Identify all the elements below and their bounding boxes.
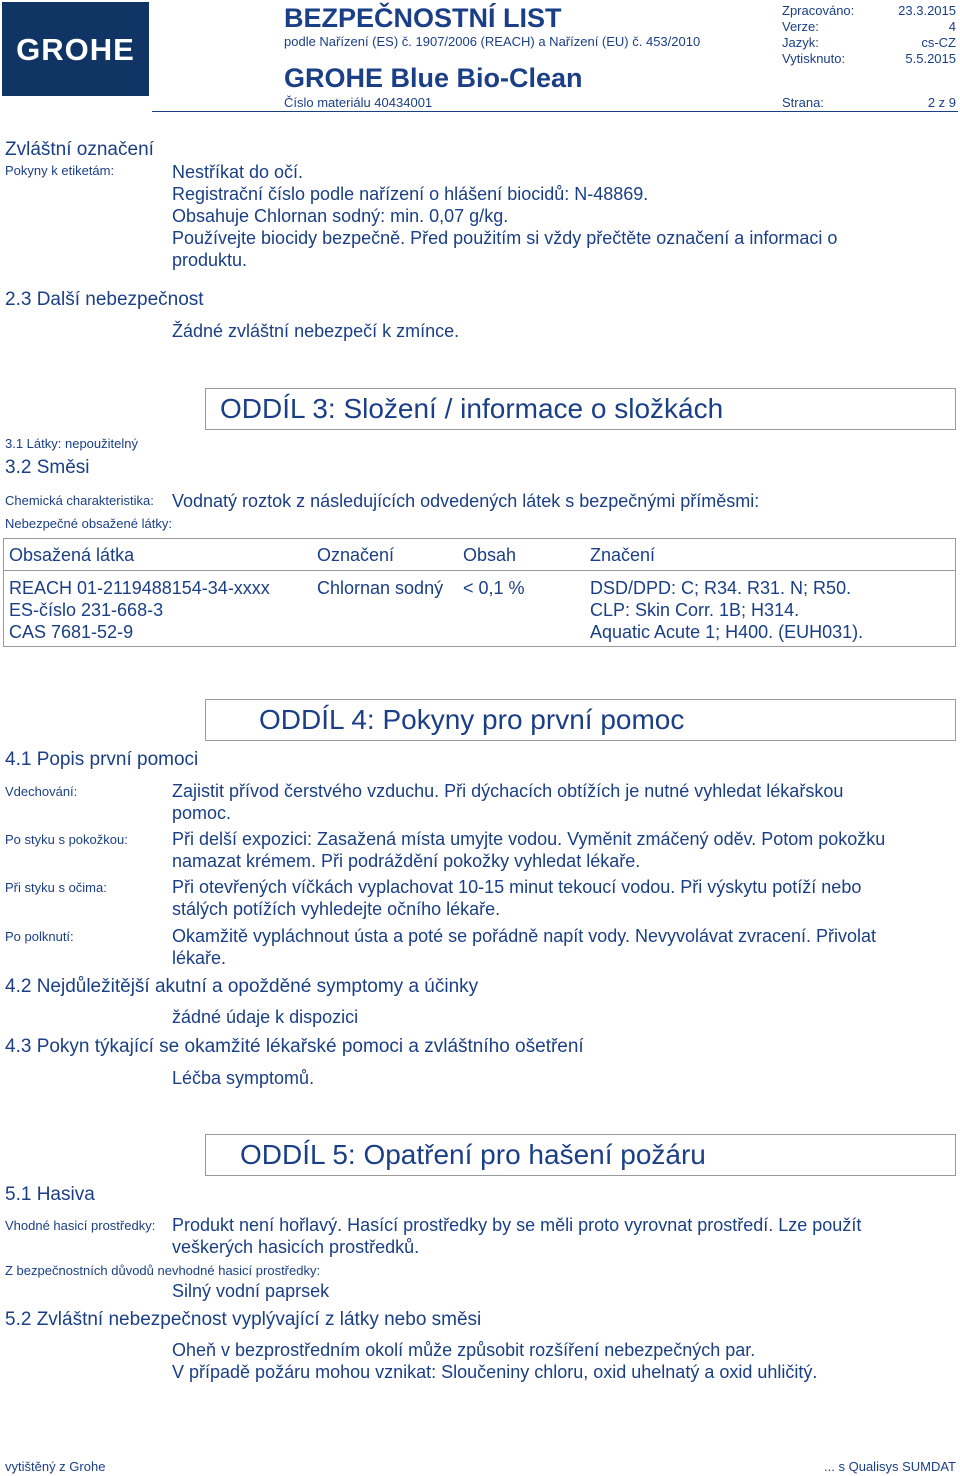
ingestion-label: Po polknutí: [5,929,74,944]
skin-contact-text [172,828,885,872]
symptoms-text: žádné údaje k dispozici [172,1007,359,1027]
marking-clp: CLP: Skin Corr. 1B; H314. [590,600,800,620]
other-hazards-text: Žádné zvláštní nebezpečí k zmínce. [172,321,460,341]
special-marking-line: Používejte biocidy bezpečně. Před použitím si vždy přečtěte označení a informaci o [172,228,838,248]
skin-contact-label: Po styku s pokožkou: [5,832,128,847]
marking-dsd: DSD/DPD: C; R34. R31. N; R50. [590,578,852,598]
special-hazards-text [172,1339,817,1383]
meta-value-printed: 5.5.2015 [905,51,956,66]
footer-software: ... s Qualisys SUMDAT [824,1459,956,1474]
eye-contact-text [172,876,861,920]
special-hazards-line: Oheň v bezprostředním okolí může způsobit rozšíření nebezpečných par. [172,1340,756,1360]
meta-label-language: Jazyk: [782,35,819,50]
table-header-divider [3,570,956,571]
section-3-title: ODDÍL 3: Složení / informace o složkách [220,393,724,424]
table-cell-content: < 0,1 % [463,578,525,598]
meta-labels [782,3,854,67]
meta-values [898,3,956,67]
meta-label-version: Verze: [782,19,819,34]
medical-attention-text: Léčba symptomů. [172,1068,315,1088]
substance-cas: CAS 7681-52-9 [9,622,134,642]
col-header-designation: Označení [317,545,395,565]
page-label: Strana: [782,95,824,110]
extinguishing-media-heading: 5.1 Hasiva [5,1184,95,1205]
header-divider [152,111,958,112]
symptoms-heading: 4.2 Nejdůležitější akutní a opožděné symptomy a účinky [5,976,479,997]
unsuitable-media-text: Silný vodní paprsek [172,1281,330,1301]
label-instructions-label: Pokyny k etiketám: [5,163,115,178]
footer-printed-by: vytištěný z Grohe [5,1459,106,1474]
suitable-media-line: Produkt není hořlavý. Hasící prostředky by se měli proto vyrovnat prostředí. Lze použít [172,1215,862,1235]
special-marking-heading: Zvláštní označení [5,139,154,160]
substances-label: 3.1 Látky: nepoužitelný [5,436,138,451]
mixtures-heading: 3.2 Směsi [5,457,90,478]
meta-label-processed: Zpracováno: [782,3,855,18]
inhalation-text [172,780,843,824]
product-name: GROHE Blue Bio-Clean [284,63,583,93]
page-number: 2 z 9 [927,95,956,110]
section-5-title: ODDÍL 5: Opatření pro hašení požáru [240,1139,706,1170]
first-aid-description-heading: 4.1 Popis první pomoci [5,749,199,770]
suitable-media-line: veškerých hasicích prostředků. [172,1237,420,1257]
special-hazards-line: V případě požáru mohou vznikat: Sloučeniny chloru, oxid uhelnatý a oxid uhličitý. [172,1362,818,1382]
meta-value-version: 4 [948,19,956,34]
suitable-media-label: Vhodné hasicí prostředky: [5,1218,156,1233]
other-hazards-heading: 2.3 Další nebezpečnost [5,289,204,310]
ingestion-text [172,925,876,969]
special-marking-line: Obsahuje Chlornan sodný: min. 0,07 g/kg. [172,206,509,226]
substance-reach: REACH 01-2119488154-34-xxxx [9,578,270,598]
meta-value-processed: 23.3.2015 [898,3,956,18]
document-title: BEZPEČNOSTNÍ LIST [284,3,562,33]
special-marking-text [172,161,837,271]
chemical-characteristic-text: Vodnatý roztok z následujících odvedených látek s bezpečnými příměsmi: [172,491,760,511]
table-cell-marking [590,577,863,643]
col-header-marking: Značení [590,545,656,565]
ingestion-line: lékaře. [172,948,227,968]
logo-text: GROHE [16,32,135,67]
regulation-text: podle Nařízení (ES) č. 1907/2006 (REACH) a Nařízení (EU) č. 453/2010 [284,34,701,49]
substance-es: ES-číslo 231-668-3 [9,600,164,620]
table-cell-substance [9,577,270,643]
medical-attention-heading: 4.3 Pokyn týkající se okamžité lékařské pomoci a zvláštního ošetření [5,1036,584,1057]
special-marking-line: Registrační číslo podle nařízení o hlášení biocidů: N-48869. [172,184,649,204]
marking-aquatic: Aquatic Acute 1; H400. (EUH031). [590,622,864,642]
hazardous-substances-label: Nebezpečné obsažené látky: [5,516,172,531]
col-header-content: Obsah [463,545,517,565]
eye-contact-line: stálých potížích vyhledejte očního lékaře. [172,899,501,919]
skin-contact-line: namazat krémem. Při podráždění pokožky vyhledat lékaře. [172,851,641,871]
grohe-logo [2,2,149,96]
chemical-characteristic-label: Chemická charakteristika: [5,493,154,508]
skin-contact-line: Při delší expozici: Zasažená místa umyjte vodou. Vyměnit zmáčený oděv. Potom pokožku [172,829,886,849]
col-header-substance: Obsažená látka [9,545,135,565]
table-cell-designation: Chlornan sodný [317,578,444,598]
inhalation-line: Zajistit přívod čerstvého vzduchu. Při dýchacích obtížích je nutné vyhledat lékařskou [172,781,844,801]
unsuitable-media-label: Z bezpečnostních důvodů nevhodné hasicí prostředky: [5,1263,321,1278]
suitable-media-text [172,1214,861,1258]
eye-contact-label: Při styku s očima: [5,880,107,895]
inhalation-label: Vdechování: [5,784,78,799]
special-marking-line: Nestříkat do očí. [172,162,304,182]
special-hazards-heading: 5.2 Zvláštní nebezpečnost vyplývající z látky nebo směsi [5,1309,482,1330]
section-4-title: ODDÍL 4: Pokyny pro první pomoc [259,704,685,735]
special-marking-line: produktu. [172,250,248,270]
meta-label-printed: Vytisknuto: [782,51,846,66]
material-number: Číslo materiálu 40434001 [284,95,433,110]
meta-value-language: cs-CZ [921,35,956,50]
eye-contact-line: Při otevřených víčkách vyplachovat 10-15 minut tekoucí vodou. Při výskytu potíží nebo [172,877,862,897]
inhalation-line: pomoc. [172,803,232,823]
ingestion-line: Okamžitě vypláchnout ústa a poté se pořádně napít vody. Nevyvolávat zvracení. Přivolat [172,926,877,946]
